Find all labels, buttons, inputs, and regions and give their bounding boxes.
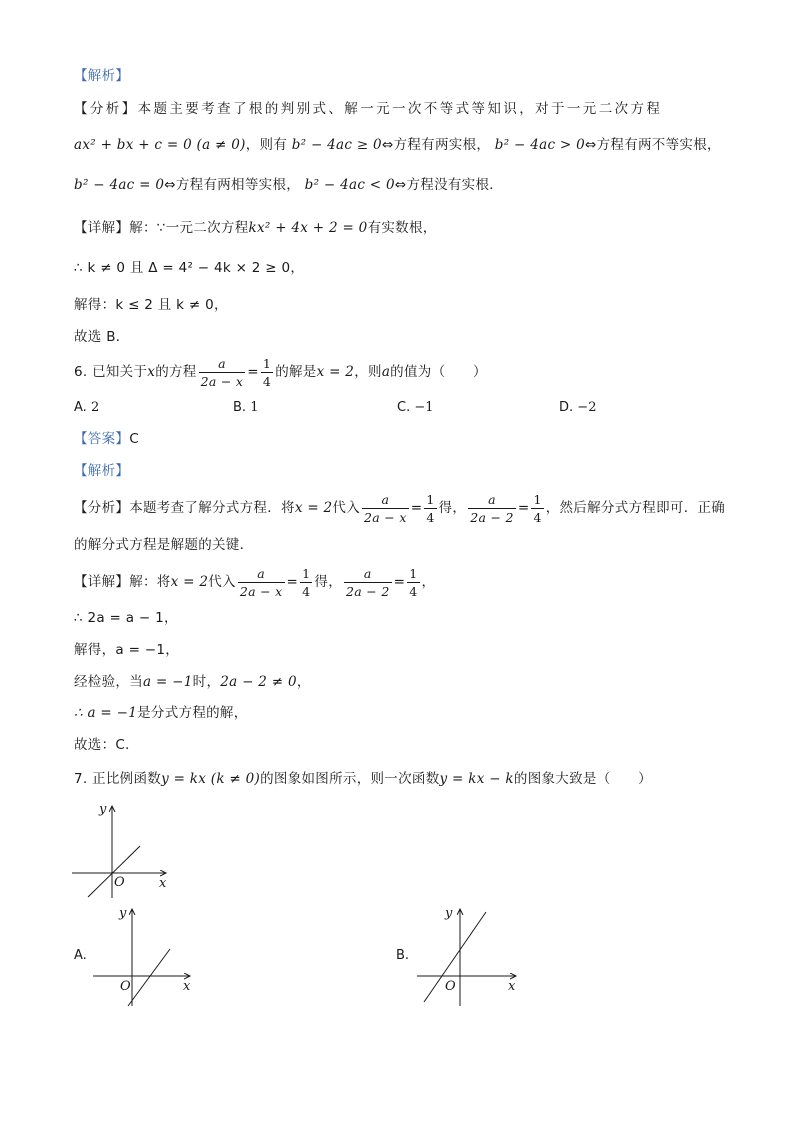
text: 解：∵一元二次方程 xyxy=(129,220,249,236)
denominator: 4 xyxy=(262,373,272,389)
quadratic-general-form: ax² + bx + c = 0 (a ≠ 0) xyxy=(74,137,246,153)
text: 的图象大致是（ ） xyxy=(513,771,652,787)
text: 解：将 xyxy=(129,574,171,590)
fraction xyxy=(261,356,273,389)
condition-ge: b² − 4ac ≥ 0 xyxy=(291,137,382,153)
detail-label: 【详解】 xyxy=(74,220,130,236)
fraction xyxy=(362,492,409,525)
text: 得， xyxy=(314,574,343,590)
q6-analysis-line-1 xyxy=(74,490,725,526)
denominator: 2a − x xyxy=(239,583,283,599)
analysis-text: 本题主要考查了根的判别式、解一元一次不等式等知识，对于一元二次方程 xyxy=(137,101,663,117)
option-label: D. xyxy=(559,400,574,415)
function-line xyxy=(128,949,170,1006)
text: ⇔方程有两相等实根， xyxy=(164,177,301,193)
q6-option-a xyxy=(74,400,99,415)
q7-stem xyxy=(74,769,652,789)
denominator: 2a − 2 xyxy=(346,583,390,599)
y-axis-label: y xyxy=(99,802,107,817)
equation: kx² + 4x + 2 = 0 xyxy=(248,220,368,236)
q6-option-c xyxy=(397,400,434,415)
numerator: a xyxy=(362,492,409,509)
option-value: −2 xyxy=(577,400,597,415)
equals: = xyxy=(247,364,259,380)
denominator: 4 xyxy=(426,509,435,525)
analysis-line-3 xyxy=(74,175,503,195)
numerator: 1 xyxy=(302,565,311,581)
q7-option-a-label: A. xyxy=(74,948,87,963)
solution: x = 2 xyxy=(316,364,355,380)
x-axis-label: x xyxy=(159,876,167,891)
option-label: C. xyxy=(397,400,411,415)
detail-label: 【详解】 xyxy=(74,574,130,590)
numerator: a xyxy=(468,492,516,509)
denominator: 4 xyxy=(409,583,418,599)
y-axis-label: y xyxy=(119,906,127,921)
var: x xyxy=(147,364,156,380)
numerator: a xyxy=(238,566,285,583)
fraction xyxy=(531,492,543,525)
origin-label: O xyxy=(445,979,456,994)
option-value: −1 xyxy=(414,400,434,415)
substitution: x = 2 xyxy=(294,500,333,516)
text: 的图象如图所示，则一次函数 xyxy=(260,771,440,787)
origin-label: O xyxy=(120,979,131,994)
q7-option-a-graph xyxy=(90,903,200,1008)
answer-label: 【答案】 xyxy=(74,431,130,447)
condition-eq: b² − 4ac = 0 xyxy=(74,177,165,193)
equals: = xyxy=(517,500,530,516)
fraction xyxy=(407,566,419,599)
q6-step-1: ∴ 2a = a − 1， xyxy=(74,610,178,626)
text: ，然后解分式方程即可．正确 xyxy=(545,500,726,516)
x-axis-label: x xyxy=(508,979,516,994)
numerator: 1 xyxy=(409,565,418,581)
equals: = xyxy=(286,574,299,590)
text: 是分式方程的解， xyxy=(137,705,248,721)
fraction xyxy=(344,566,392,599)
text: 本题考查了解分式方程．将 xyxy=(129,500,295,516)
numerator: a xyxy=(344,566,392,583)
formula: y = kx (k ≠ 0) xyxy=(161,771,261,787)
text: 经检验，当 xyxy=(74,674,143,690)
choice-line: 故选 B． xyxy=(74,329,130,345)
detail-step-2: 解得：k ≤ 2 且 k ≠ 0， xyxy=(74,297,228,313)
detail-step-1: ∴ k ≠ 0 且 Δ = 4² − 4k × 2 ≥ 0， xyxy=(74,260,305,276)
q6-analysis-heading: 【解析】 xyxy=(74,463,130,479)
text: 7. 正比例函数 xyxy=(74,771,162,787)
y-axis-label: y xyxy=(445,906,453,921)
equals: = xyxy=(410,500,423,516)
option-label: A. xyxy=(74,400,87,415)
text: ⇔方程有两实根， xyxy=(381,137,491,153)
q7-option-b-label: B. xyxy=(396,948,410,963)
analysis-heading: 【解析】 xyxy=(74,68,130,84)
denominator: 2a − x xyxy=(200,373,244,389)
text: ，则 xyxy=(354,364,382,380)
formula: y = kx − k xyxy=(439,771,514,787)
text: 的方程 xyxy=(155,364,197,380)
q6-step-3 xyxy=(74,672,311,692)
check: 2a − 2 ≠ 0 xyxy=(220,674,297,690)
q6-answer xyxy=(74,429,139,449)
analysis-label: 【分析】 xyxy=(74,101,138,117)
fraction xyxy=(199,356,246,389)
fraction xyxy=(238,566,285,599)
condition-gt: b² − 4ac > 0 xyxy=(494,137,585,153)
text: ，则有 xyxy=(245,137,288,153)
q6-step-4 xyxy=(74,703,248,723)
q6-detail-line xyxy=(74,564,435,600)
fraction xyxy=(468,492,516,525)
q6-analysis-line-2: 的解分式方程是解题的关键． xyxy=(74,537,254,553)
text: 6. 已知关于 xyxy=(74,364,148,380)
q6-choice: 故选：C． xyxy=(74,737,139,753)
text: 的值为（ ） xyxy=(390,364,487,380)
q6-option-b xyxy=(233,400,258,415)
q7-option-b-graph xyxy=(414,903,524,1008)
x-axis-label: x xyxy=(183,979,191,994)
fraction xyxy=(300,566,312,599)
denominator: 2a − 2 xyxy=(470,509,514,525)
analysis-line-2 xyxy=(74,135,721,155)
text: 有实数根， xyxy=(367,220,437,236)
analysis-label: 【分析】 xyxy=(74,500,130,516)
option-value: 2 xyxy=(90,400,100,415)
q6-option-d xyxy=(559,400,596,415)
detail-line xyxy=(74,218,437,238)
text: 时， xyxy=(192,674,221,690)
origin-label: O xyxy=(114,875,125,890)
analysis-paragraph xyxy=(74,99,662,119)
text: ⇔方程没有实根． xyxy=(394,177,504,193)
numerator: 1 xyxy=(426,491,435,507)
text: ， xyxy=(421,574,436,590)
equals: = xyxy=(393,574,406,590)
numerator: a xyxy=(199,356,246,373)
q7-main-graph xyxy=(66,800,176,900)
substitution: x = 2 xyxy=(170,574,209,590)
value: ∴ a = −1 xyxy=(74,705,138,721)
text: ， xyxy=(296,674,311,690)
denominator: 4 xyxy=(302,583,311,599)
text: 代入 xyxy=(208,574,236,590)
condition-lt: b² − 4ac < 0 xyxy=(304,177,395,193)
q6-step-2: 解得，a = −1， xyxy=(74,642,180,658)
answer-value: C xyxy=(129,431,139,447)
option-value: 1 xyxy=(250,400,259,415)
text: 的解是 xyxy=(275,364,317,380)
numerator: 1 xyxy=(262,355,272,371)
denominator: 4 xyxy=(533,509,542,525)
denominator: 2a − x xyxy=(364,509,407,525)
text: ⇔方程有两不等实根， xyxy=(585,137,721,153)
q6-stem xyxy=(74,354,487,390)
fraction xyxy=(424,492,436,525)
value: a = −1 xyxy=(143,674,193,690)
text: 代入 xyxy=(332,500,361,516)
text: 得， xyxy=(438,500,467,516)
option-label: B. xyxy=(233,400,247,415)
numerator: 1 xyxy=(533,491,542,507)
var: a xyxy=(381,364,391,380)
